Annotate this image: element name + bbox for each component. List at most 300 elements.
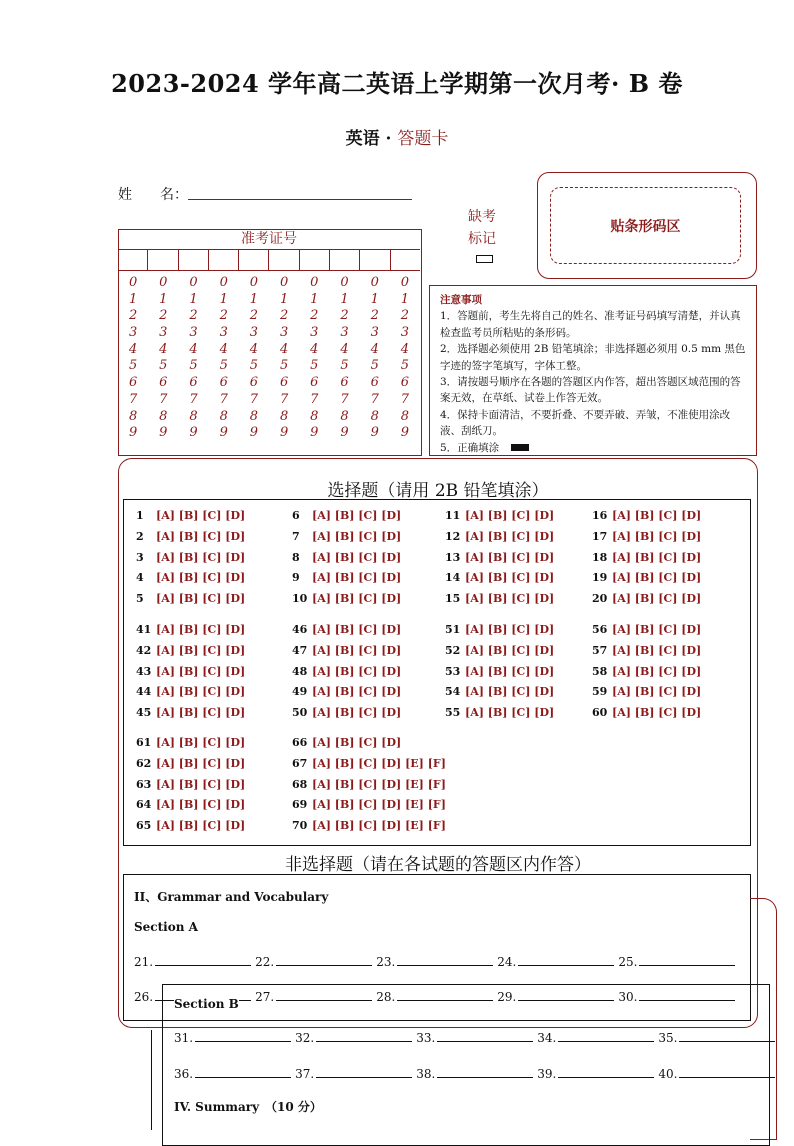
digit-bubble[interactable]: 2 [249,308,259,324]
question-70 [292,819,446,832]
digit-bubble[interactable]: 8 [249,408,259,424]
answer-options[interactable]: [A] [B] [C] [D] [465,643,555,657]
answer-options[interactable]: [A] [B] [C] [D] [612,685,702,699]
admission-cell[interactable] [330,250,360,270]
question-number: 42 [136,643,152,657]
answer-options[interactable]: [A] [B] [C] [D] [465,623,555,636]
answer-options[interactable]: [A] [B] [C] [D] [612,664,702,678]
blank-number: 36. [174,1067,194,1081]
choice-section-title: 选择题（请用 2B 铅笔填涂） [327,481,549,501]
answer-options[interactable]: [A] [B] [C] [D] [156,623,246,636]
digit-bubble[interactable]: 3 [370,325,379,341]
digit-bubble[interactable]: 3 [310,325,319,341]
admission-digit-bubbles [118,275,420,442]
question-number: 20 [592,592,608,606]
blank-number: 29. [497,990,517,1004]
subtitle-card: 答题卡 [397,129,449,149]
question-56 [592,623,701,636]
answer-options[interactable]: [A] [B] [C] [D] [E] [F] [312,819,446,833]
digit-bubble[interactable]: 6 [128,375,138,391]
admission-digit-column [299,275,329,442]
absent-label-line2: 标记 [468,231,496,247]
admission-cell[interactable] [269,250,299,270]
answer-options[interactable]: [A] [B] [C] [D] [156,777,246,791]
blank-number: 37. [295,1067,315,1081]
answer-options[interactable]: [A] [B] [C] [D] [465,529,555,543]
digit-bubble[interactable]: 1 [189,291,198,307]
digit-bubble[interactable]: 0 [249,275,259,290]
blank-number: 23. [376,955,396,969]
blank-number: 26. [134,990,154,1004]
answer-blank[interactable] [195,1029,291,1042]
answer-blank[interactable] [558,1029,654,1042]
digit-bubble[interactable]: 4 [279,341,289,357]
question-68 [292,778,446,791]
answer-options[interactable]: [A] [B] [C] [D] [156,571,246,585]
question-number: 15 [445,592,461,606]
digit-bubble[interactable]: 8 [128,408,138,424]
question-number: 13 [445,550,461,564]
question-number: 63 [136,777,152,791]
answer-options[interactable]: [A] [B] [C] [D] [156,509,246,522]
question-15 [445,592,554,605]
digit-bubble[interactable]: 9 [340,425,349,441]
digit-bubble[interactable]: 5 [249,358,259,374]
absent-label-line1: 缺考 [468,209,496,225]
digit-bubble[interactable]: 6 [189,375,198,391]
digit-bubble[interactable]: 4 [159,341,168,357]
blank-number: 34. [537,1031,557,1045]
digit-bubble[interactable]: 5 [159,358,168,374]
digit-bubble[interactable]: 9 [370,425,379,441]
question-64 [136,798,245,811]
question-13 [445,551,554,564]
admission-digit-column [269,275,299,442]
digit-bubble[interactable]: 7 [279,391,289,407]
notice-item: 2．选择题必须使用 2B 铅笔填涂；非选择题必须用 0.5 mm 黑色字迹的签字笔填写，字体工整。 [440,343,746,372]
digit-bubble[interactable]: 8 [370,408,379,424]
digit-bubble[interactable]: 8 [340,408,349,424]
digit-bubble[interactable]: 8 [400,408,410,424]
question-60 [592,706,701,719]
question-number: 62 [136,756,152,770]
digit-bubble[interactable]: 3 [249,325,259,341]
question-5 [136,592,245,605]
admission-digit-column [178,275,208,442]
digit-bubble[interactable]: 7 [219,391,228,407]
digit-bubble[interactable]: 0 [128,275,138,290]
digit-bubble[interactable]: 2 [219,308,228,324]
admission-digit-column [360,275,390,442]
question-number: 54 [445,685,461,699]
digit-bubble[interactable]: 8 [189,408,198,424]
answer-options[interactable]: [A] [B] [C] [D] [156,798,246,812]
answer-options[interactable]: [A] [B] [C] [D] [312,550,402,564]
answer-options[interactable]: [A] [B] [C] [D] [156,706,246,720]
question-number: 45 [136,706,152,720]
digit-bubble[interactable]: 3 [279,325,289,341]
digit-bubble[interactable]: 3 [400,325,410,341]
digit-bubble[interactable]: 5 [128,358,138,374]
question-61 [136,736,245,749]
question-18 [592,551,701,564]
digit-bubble[interactable]: 2 [400,308,410,324]
question-number: 2 [136,529,144,543]
digit-bubble[interactable]: 9 [128,425,138,441]
digit-bubble[interactable]: 5 [219,358,228,374]
digit-bubble[interactable]: 7 [249,391,259,407]
digit-bubble[interactable]: 0 [400,275,410,290]
digit-bubble[interactable]: 2 [340,308,349,324]
digit-bubble[interactable]: 9 [159,425,168,441]
answer-options[interactable]: [A] [B] [C] [D] [156,819,246,833]
digit-bubble[interactable]: 5 [400,358,410,374]
digit-bubble[interactable]: 6 [279,375,289,391]
question-number: 4 [136,571,144,585]
digit-bubble[interactable]: 0 [159,275,168,290]
question-45 [136,706,245,719]
digit-bubble[interactable]: 4 [219,341,228,357]
digit-bubble[interactable]: 5 [279,358,289,374]
digit-bubble[interactable]: 2 [279,308,289,324]
question-number: 66 [292,736,308,749]
answer-options[interactable]: [A] [B] [C] [D] [612,592,702,606]
digit-bubble[interactable]: 9 [279,425,289,441]
admission-number-input-cells[interactable] [118,250,420,271]
answer-blank[interactable] [437,1065,533,1078]
answer-blank[interactable] [437,1029,533,1042]
question-52 [445,644,554,657]
blank-number: 31. [174,1031,194,1045]
answer-blank[interactable] [639,953,735,966]
question-63 [136,778,245,791]
blank-number: 21. [134,955,154,969]
digit-bubble[interactable]: 7 [159,391,168,407]
question-number: 51 [445,623,461,636]
page-subtitle [0,124,794,149]
answer-options[interactable]: [A] [B] [C] [D] [465,706,555,720]
question-number: 58 [592,664,608,678]
digit-bubble[interactable]: 3 [159,325,168,341]
answer-options[interactable]: [A] [B] [C] [D] [465,685,555,699]
digit-bubble[interactable]: 9 [400,425,410,441]
answer-options[interactable]: [A] [B] [C] [D] [312,571,402,585]
question-4 [136,571,245,584]
answer-options[interactable]: [A] [B] [C] [D] [156,550,246,564]
question-number: 59 [592,685,608,699]
answer-options[interactable]: [A] [B] [C] [D] [612,706,702,720]
digit-bubble[interactable]: 8 [219,408,228,424]
digit-bubble[interactable]: 6 [310,375,319,391]
question-number: 60 [592,706,608,720]
answer-blank[interactable] [316,1029,412,1042]
question-number: 67 [292,756,308,770]
blank-row [174,1065,779,1081]
blank-number: 30. [618,990,638,1004]
digit-bubble[interactable]: 0 [219,275,228,290]
answer-blank[interactable] [195,1065,291,1078]
digit-bubble[interactable]: 4 [128,341,138,357]
digit-bubble[interactable]: 1 [128,291,138,307]
answer-options[interactable]: [A] [B] [C] [D] [465,550,555,564]
question-number: 70 [292,819,308,833]
question-7 [292,530,401,543]
digit-bubble[interactable]: 5 [340,358,349,374]
question-44 [136,685,245,698]
blank-number: 22. [255,955,275,969]
digit-bubble[interactable]: 5 [370,358,379,374]
digit-bubble[interactable]: 7 [128,391,138,407]
question-16 [592,509,701,522]
digit-bubble[interactable]: 2 [128,308,138,324]
digit-bubble[interactable]: 2 [310,308,319,324]
answer-options[interactable]: [A] [B] [C] [D] [156,643,246,657]
answer-options[interactable]: [A] [B] [C] [D] [156,592,246,606]
answer-options[interactable]: [A] [B] [C] [D] [E] [F] [312,756,446,770]
question-11 [445,509,554,522]
digit-bubble[interactable]: 7 [189,391,198,407]
question-number: 52 [445,643,461,657]
digit-bubble[interactable]: 8 [279,408,289,424]
digit-bubble[interactable]: 6 [249,375,259,391]
answer-options[interactable]: [A] [B] [C] [D] [612,623,702,636]
notice-item: 5．正确填涂 [440,441,500,454]
question-48 [292,665,401,678]
answer-options[interactable]: [A] [B] [C] [D] [312,509,402,522]
question-42 [136,644,245,657]
question-14 [445,571,554,584]
question-69 [292,798,446,811]
question-49 [292,685,401,698]
answer-options[interactable]: [A] [B] [C] [D] [156,736,246,749]
digit-bubble[interactable]: 9 [310,425,319,441]
question-number: 12 [445,529,461,543]
admission-cell[interactable] [300,250,330,270]
question-8 [292,551,401,564]
question-number: 18 [592,550,608,564]
answer-options[interactable]: [A] [B] [C] [D] [312,592,402,606]
digit-bubble[interactable]: 3 [340,325,349,341]
digit-bubble[interactable]: 1 [159,291,168,307]
digit-bubble[interactable]: 1 [219,291,228,307]
title-year: 2023-2024 [111,69,260,98]
answer-options[interactable]: [A] [B] [C] [D] [156,529,246,543]
answer-options[interactable]: [A] [B] [C] [D] [312,685,402,699]
digit-bubble[interactable]: 7 [370,391,379,407]
admission-cell[interactable] [391,250,420,270]
question-20 [592,592,701,605]
answer-options[interactable]: [A] [B] [C] [D] [465,664,555,678]
admission-cell[interactable] [179,250,209,270]
admission-digit-column [148,275,178,442]
question-58 [592,665,701,678]
answer-options[interactable]: [A] [B] [C] [D] [612,643,702,657]
question-number: 3 [136,550,144,564]
part-heading: II、Grammar and Vocabulary [134,890,329,904]
digit-bubble[interactable]: 2 [189,308,198,324]
question-46 [292,623,401,636]
answer-options[interactable]: [A] [B] [C] [D] [465,509,555,522]
blank-number: 32. [295,1031,315,1045]
answer-blank[interactable] [558,1065,654,1078]
open-section-title: 非选择题（请在各试题的答题区内作答） [285,855,591,875]
answer-options[interactable]: [A] [B] [C] [D] [312,623,402,636]
digit-bubble[interactable]: 6 [340,375,349,391]
question-50 [292,706,401,719]
notice-item: 4．保持卡面清洁，不要折叠、不要弄破、弄皱，不准使用涂改液、刮纸刀。 [440,408,731,438]
digit-bubble[interactable]: 1 [340,291,349,307]
answer-blank[interactable] [679,1065,775,1078]
answer-options[interactable]: [A] [B] [C] [D] [312,736,402,749]
digit-bubble[interactable]: 1 [400,291,410,307]
digit-bubble[interactable]: 4 [400,341,410,357]
admission-cell[interactable] [239,250,269,270]
answer-blank[interactable] [518,953,614,966]
question-number: 50 [292,706,308,720]
blank-number: 24. [497,955,517,969]
digit-bubble[interactable]: 0 [189,275,198,290]
digit-bubble[interactable]: 4 [370,341,379,357]
question-2 [136,530,245,543]
digit-bubble[interactable]: 6 [159,375,168,391]
notice-title: 注意事项 [440,294,482,306]
answer-options[interactable]: [A] [B] [C] [D] [612,509,702,522]
admission-digit-column [209,275,239,442]
digit-bubble[interactable]: 1 [310,291,319,307]
digit-bubble[interactable]: 8 [159,408,168,424]
question-number: 16 [592,509,608,522]
question-12 [445,530,554,543]
question-number: 64 [136,798,152,812]
digit-bubble[interactable]: 1 [249,291,259,307]
answer-options[interactable]: [A] [B] [C] [D] [465,571,555,585]
question-number: 10 [292,592,308,606]
question-number: 57 [592,643,608,657]
page-title [0,64,794,99]
question-number: 8 [292,550,300,564]
digit-bubble[interactable]: 7 [400,391,410,407]
digit-bubble[interactable]: 1 [370,291,379,307]
question-67 [292,757,446,770]
question-62 [136,757,245,770]
blank-number: 27. [255,990,275,1004]
answer-options[interactable]: [A] [B] [C] [D] [312,706,402,720]
barcode-label: 贴条形码区 [550,187,741,264]
admission-digit-column [239,275,269,442]
answer-options[interactable]: [A] [B] [C] [D] [312,643,402,657]
answer-options[interactable]: [A] [B] [C] [D] [312,529,402,543]
answer-blank[interactable] [397,953,493,966]
admission-digit-column [118,275,148,442]
question-54 [445,685,554,698]
digit-bubble[interactable]: 9 [219,425,228,441]
question-6 [292,509,401,522]
answer-blank[interactable] [316,1065,412,1078]
question-number: 49 [292,685,308,699]
question-66 [292,736,401,749]
answer-options[interactable]: [A] [B] [C] [D] [612,529,702,543]
question-number: 41 [136,623,152,636]
name-label: 姓 名： [118,187,188,203]
answer-options[interactable]: [A] [B] [C] [D] [E] [F] [312,798,446,812]
digit-bubble[interactable]: 4 [310,341,319,357]
answer-options[interactable]: [A] [B] [C] [D] [612,550,702,564]
name-field[interactable] [188,199,412,200]
digit-bubble[interactable]: 7 [310,391,319,407]
answer-options[interactable]: [A] [B] [C] [D] [312,664,402,678]
digit-bubble[interactable]: 4 [340,341,349,357]
digit-bubble[interactable]: 0 [279,275,289,290]
digit-bubble[interactable]: 6 [400,375,410,391]
question-53 [445,665,554,678]
digit-bubble[interactable]: 9 [189,425,198,441]
answer-blank[interactable] [276,953,372,966]
digit-bubble[interactable]: 1 [279,291,289,307]
question-3 [136,551,245,564]
question-59 [592,685,701,698]
absent-checkbox[interactable] [476,255,493,263]
digit-bubble[interactable]: 4 [189,341,198,357]
digit-bubble[interactable]: 9 [249,425,259,441]
admission-cell[interactable] [360,250,390,270]
section-a-heading: Section A [134,920,198,934]
digit-bubble[interactable]: 2 [159,308,168,324]
digit-bubble[interactable]: 0 [310,275,319,290]
digit-bubble[interactable]: 6 [370,375,379,391]
digit-bubble[interactable]: 6 [219,375,228,391]
question-number: 17 [592,529,608,543]
question-number: 7 [292,529,300,543]
blank-number: 33. [416,1031,436,1045]
digit-bubble[interactable]: 3 [219,325,228,341]
question-19 [592,571,701,584]
digit-bubble[interactable]: 5 [189,358,198,374]
answer-blank[interactable] [679,1029,775,1042]
digit-bubble[interactable]: 3 [128,325,138,341]
admission-digit-column [329,275,359,442]
digit-bubble[interactable]: 3 [189,325,198,341]
digit-bubble[interactable]: 8 [310,408,319,424]
question-number: 6 [292,509,300,522]
admission-number-title: 准考证号 [118,229,420,250]
answer-options[interactable]: [A] [B] [C] [D] [156,756,246,770]
filled-bubble-sample [511,444,529,451]
answer-options[interactable]: [A] [B] [C] [D] [156,664,246,678]
digit-bubble[interactable]: 2 [370,308,379,324]
admission-cell[interactable] [209,250,239,270]
answer-blank[interactable] [155,953,251,966]
digit-bubble[interactable]: 5 [310,358,319,374]
title-version: B 卷 [628,69,683,98]
question-number: 44 [136,685,152,699]
digit-bubble[interactable]: 4 [249,341,259,357]
answer-options[interactable]: [A] [B] [C] [D] [465,592,555,606]
absent-label [466,206,498,250]
answer-options[interactable]: [A] [B] [C] [D] [612,571,702,585]
subtitle-subject: 英语 · [345,129,398,149]
question-57 [592,644,701,657]
digit-bubble[interactable]: 0 [340,275,349,290]
admission-cell[interactable] [118,250,148,270]
admission-cell[interactable] [148,250,178,270]
answer-options[interactable]: [A] [B] [C] [D] [E] [F] [312,777,446,791]
digit-bubble[interactable]: 7 [340,391,349,407]
answer-options[interactable]: [A] [B] [C] [D] [156,685,246,699]
section-b-heading: Section B [174,997,239,1011]
question-number: 43 [136,664,152,678]
continuation-line [151,1030,152,1130]
digit-bubble[interactable]: 0 [370,275,379,290]
